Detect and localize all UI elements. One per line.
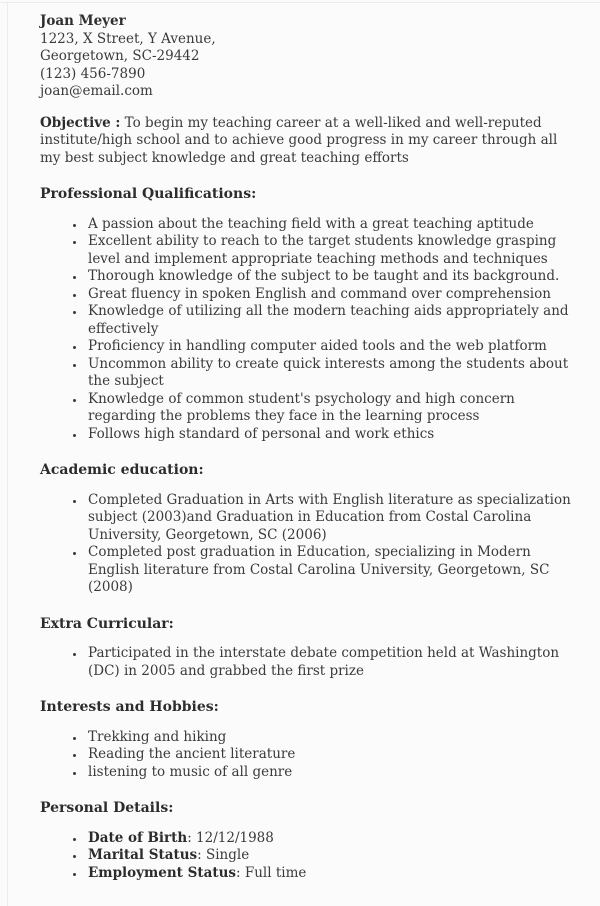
section-interests-and-hobbies — [40, 699, 574, 781]
bullet-item: • Thorough knowledge of the subject to be taught and its background. — [86, 268, 574, 286]
section-bullet-list — [40, 729, 574, 782]
bullet-item: • Reading the ancient literature — [86, 746, 574, 764]
section-bullet-list — [40, 492, 574, 597]
section-heading: Interests and Hobbies: — [40, 699, 219, 715]
detail-label: Marital Status — [88, 847, 198, 863]
bullet-item: • Great fluency in spoken English and command over comprehension — [86, 286, 574, 304]
bullet-item — [86, 847, 574, 865]
section-bullet-list — [40, 830, 574, 883]
detail-value: : Full time — [236, 864, 307, 881]
section-extra-curricular — [40, 616, 574, 681]
email-address: joan@email.com — [40, 83, 153, 99]
phone-number: (123) 456-7890 — [40, 65, 146, 82]
sections — [40, 186, 574, 882]
objective-paragraph — [40, 115, 574, 168]
bullet-item: • Proficiency in handling computer aided tools and the web platform — [86, 338, 574, 356]
bullet-item — [86, 830, 574, 848]
section-heading: Extra Curricular: — [40, 615, 174, 632]
bullet-item: • Excellent ability to reach to the target students knowledge grasping level and implement appropriate teaching methods and techniques — [86, 233, 574, 268]
section-heading: Academic education: — [40, 462, 204, 478]
bullet-item: • Follows high standard of personal and work ethics — [86, 426, 574, 444]
section-personal-details — [40, 800, 574, 882]
bullet-item: • Participated in the interstate debate competition held at Washington (DC) in 2005 and grabbed the first prize — [86, 645, 574, 680]
left-border-line — [7, 2, 8, 906]
section-professional-qualifications — [40, 186, 574, 443]
address-line-2: Georgetown, SC-29442 — [40, 48, 200, 64]
section-heading: Personal Details: — [40, 800, 174, 816]
contact-header — [40, 13, 574, 101]
objective-text: To begin my teaching career at a well-liked and well-reputed institute/high school and to achieve good progress in my career through all my best subject knowledge and great teaching efforts — [40, 114, 558, 166]
bullet-item: • A passion about the teaching field with a great teaching aptitude — [86, 216, 574, 234]
bullet-item: • Trekking and hiking — [86, 729, 574, 747]
bullet-item: • Uncommon ability to create quick interests among the students about the subject — [86, 356, 574, 391]
bullet-item: • Completed Graduation in Arts with English literature as specialization subject (2003)and Graduation in Education from Costal Carolina University, Georgetown, SC (2006) — [86, 492, 574, 545]
detail-value: : Single — [197, 847, 250, 863]
candidate-name: Joan Meyer — [40, 13, 126, 29]
top-border-line — [0, 2, 600, 3]
bullet-item: • listening to music of all genre — [86, 764, 574, 782]
section-bullet-list — [40, 216, 574, 444]
objective-label: Objective : — [40, 114, 121, 131]
bullet-item: • Knowledge of utilizing all the modern teaching aids appropriately and effectively — [86, 303, 574, 338]
detail-label: Date of Birth — [88, 829, 188, 846]
detail-value: : 12/12/1988 — [187, 829, 274, 846]
bullet-item: • Knowledge of common student's psychology and high concern regarding the problems they face in the learning process — [86, 391, 574, 426]
bullet-item — [86, 865, 574, 883]
section-heading: Professional Qualifications: — [40, 186, 257, 202]
bullet-item: • Completed post graduation in Education, specializing in Modern English literature from Costal Carolina University, Georgetown, SC (2008) — [86, 544, 574, 597]
section-bullet-list — [40, 645, 574, 680]
detail-label: Employment Status — [88, 864, 236, 881]
address-line-1: 1223, X Street, Y Avenue, — [40, 30, 216, 47]
section-academic-education — [40, 462, 574, 597]
